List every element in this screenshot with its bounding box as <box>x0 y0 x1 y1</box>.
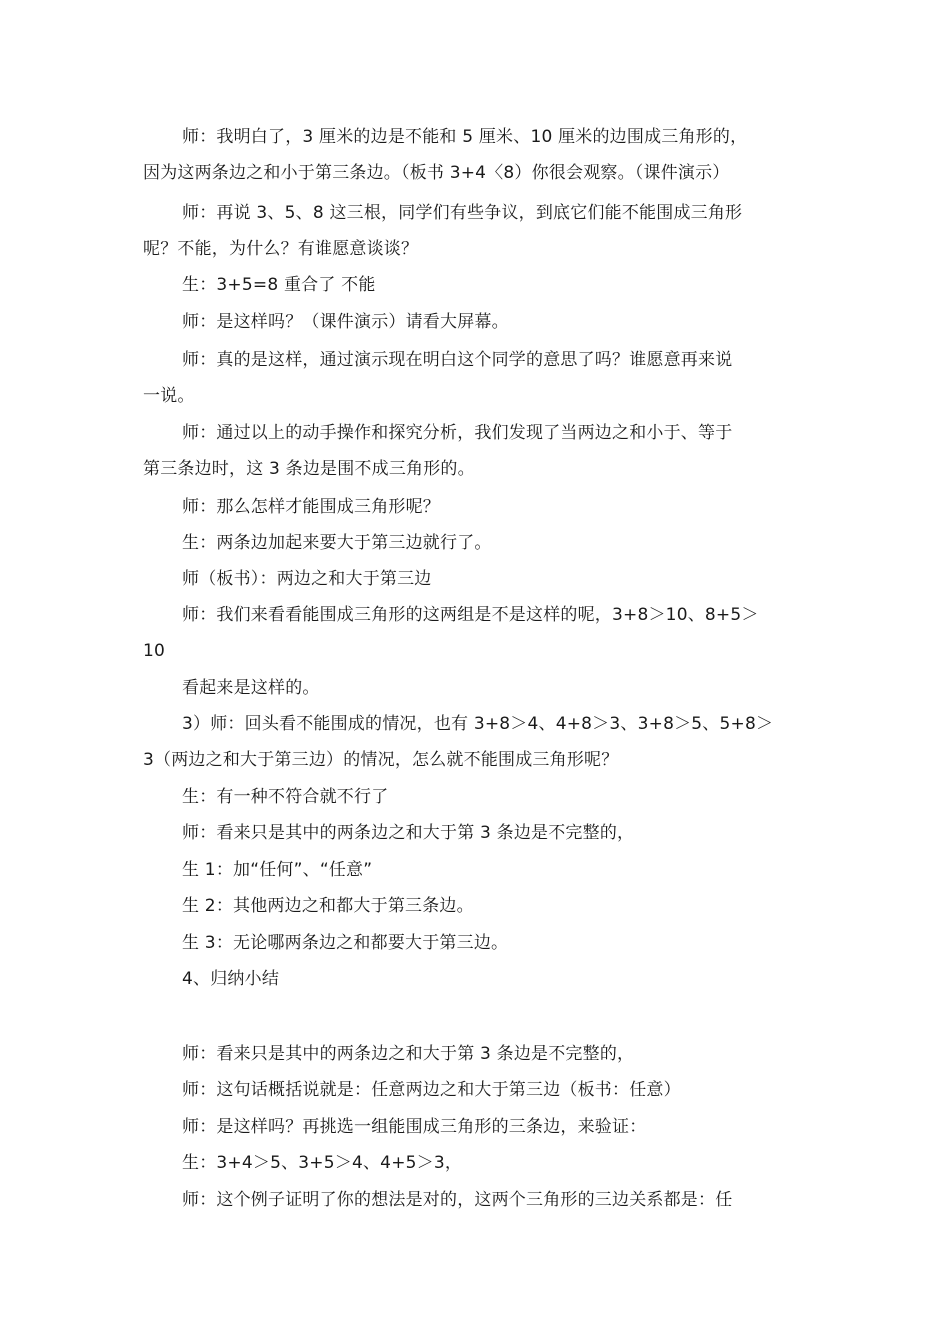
text-line: 呢？不能，为什么？有谁愿意谈谈？ <box>143 239 419 259</box>
text-line: 10 <box>143 641 166 661</box>
text-line: 生：3+5=8 重合了 不能 <box>182 275 376 295</box>
text-line: 师：通过以上的动手操作和探究分析，我们发现了当两边之和小于、等于 <box>182 423 733 443</box>
text-line: 师：是这样吗？再挑选一组能围成三角形的三条边，来验证： <box>182 1117 647 1137</box>
text-line: 生：有一种不符合就不行了 <box>182 787 389 807</box>
text-line: 师：看来只是其中的两条边之和大于第 3 条边是不完整的， <box>182 823 635 843</box>
text-line: 师：这个例子证明了你的想法是对的，这两个三角形的三边关系都是：任 <box>182 1190 733 1210</box>
text-line: 师：这句话概括说就是：任意两边之和大于第三边（板书：任意） <box>182 1080 681 1100</box>
text-line: 师：我们来看看能围成三角形的这两组是不是这样的呢，3+8＞10、8+5＞ <box>182 605 759 625</box>
text-line: 师：再说 3、5、8 这三根，同学们有些争议，到底它们能不能围成三角形 <box>182 203 743 223</box>
text-line: 师：我明白了，3 厘米的边是不能和 5 厘米、10 厘米的边围成三角形的， <box>182 127 748 147</box>
text-line: 师：看来只是其中的两条边之和大于第 3 条边是不完整的， <box>182 1044 635 1064</box>
text-line: 师：真的是这样，通过演示现在明白这个同学的意思了吗？谁愿意再来说 <box>182 350 733 370</box>
text-line: 3）师：回头看不能围成的情况，也有 3+8＞4、4+8＞3、3+8＞5、5+8＞ <box>182 714 774 734</box>
text-line: 3（两边之和大于第三边）的情况，怎么就不能围成三角形呢？ <box>143 750 619 770</box>
text-line: 生：3+4＞5、3+5＞4、4+5＞3， <box>182 1153 463 1173</box>
text-line: 第三条边时，这 3 条边是围不成三角形的。 <box>143 459 475 479</box>
section-heading: 4、归纳小结 <box>182 969 280 989</box>
text-line: 师（板书）：两边之和大于第三边 <box>182 569 432 589</box>
text-line: 因为这两条边之和小于第三条边。（板书 3+4〈8）你很会观察。（课件演示） <box>143 163 730 183</box>
text-line: 生：两条边加起来要大于第三边就行了。 <box>182 533 492 553</box>
text-line: 生 3：无论哪两条边之和都要大于第三边。 <box>182 933 509 953</box>
text-line: 师：那么怎样才能围成三角形呢？ <box>182 497 440 517</box>
text-line: 生 2：其他两边之和都大于第三条边。 <box>182 896 474 916</box>
text-line: 看起来是这样的。 <box>182 678 320 698</box>
text-line: 一说。 <box>143 386 195 406</box>
text-line: 师：是这样吗？（课件演示）请看大屏幕。 <box>182 312 509 332</box>
text-line: 生 1：加“任何”、“任意” <box>182 860 373 880</box>
